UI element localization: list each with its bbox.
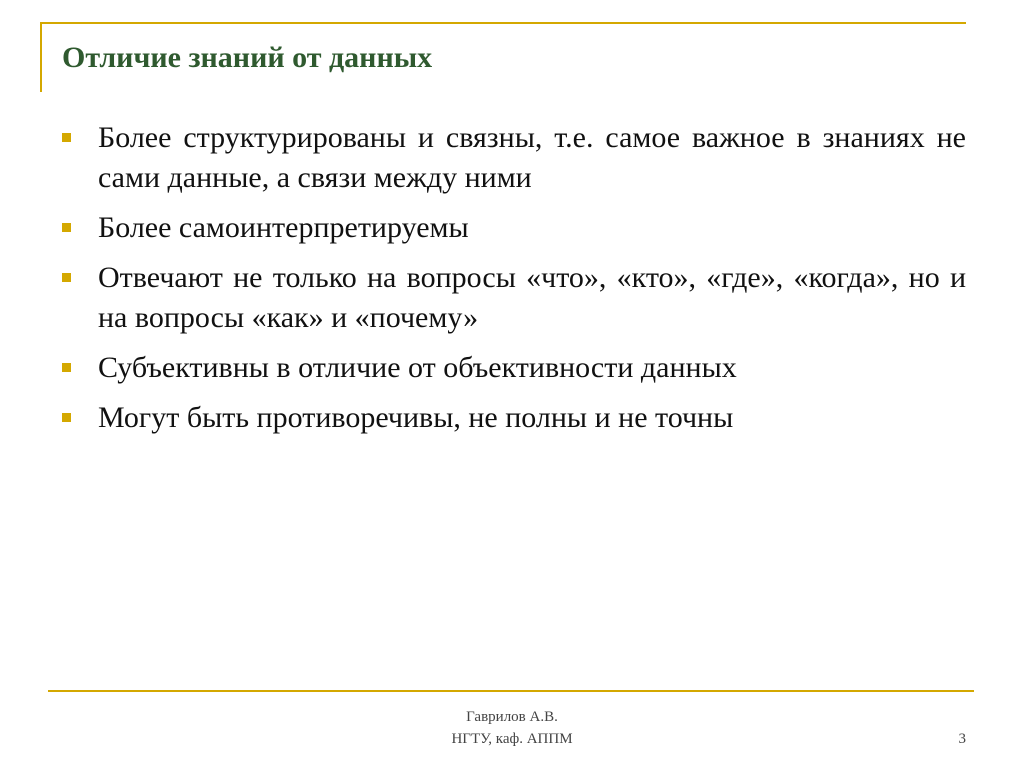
bullet-text: Могут быть противоречивы, не полны и не точны: [98, 401, 734, 434]
bullet-item: [60, 258, 966, 338]
bullet-text: Отвечают не только на вопросы «что», «кто», «где», «когда», но и на вопросы «как» и «почему»: [98, 261, 966, 334]
footer-author: [0, 706, 1024, 750]
top-rule: [40, 22, 966, 24]
page-number: 3: [958, 731, 966, 747]
footer-author-name: Гаврилов А.В.: [466, 709, 558, 725]
bullet-text: Субъективны в отличие от объективности данных: [98, 351, 737, 384]
square-bullet-icon: [62, 363, 71, 372]
square-bullet-icon: [62, 273, 71, 282]
bullet-item: [60, 208, 966, 248]
bullet-item: [60, 348, 966, 388]
bullet-list: [60, 118, 966, 448]
left-rule: [40, 22, 42, 92]
slide-title: Отличие знаний от данных: [62, 41, 433, 74]
bullet-text: Более самоинтерпретируемы: [98, 211, 469, 244]
bullet-text: Более структурированы и связны, т.е. самое важное в знаниях не сами данные, а связи между ними: [98, 121, 966, 194]
square-bullet-icon: [62, 133, 71, 142]
bullet-item: [60, 398, 966, 438]
square-bullet-icon: [62, 413, 71, 422]
footer-affiliation: НГТУ, каф. АППМ: [451, 731, 573, 747]
bottom-rule: [48, 690, 974, 692]
square-bullet-icon: [62, 223, 71, 232]
bullet-item: [60, 118, 966, 198]
